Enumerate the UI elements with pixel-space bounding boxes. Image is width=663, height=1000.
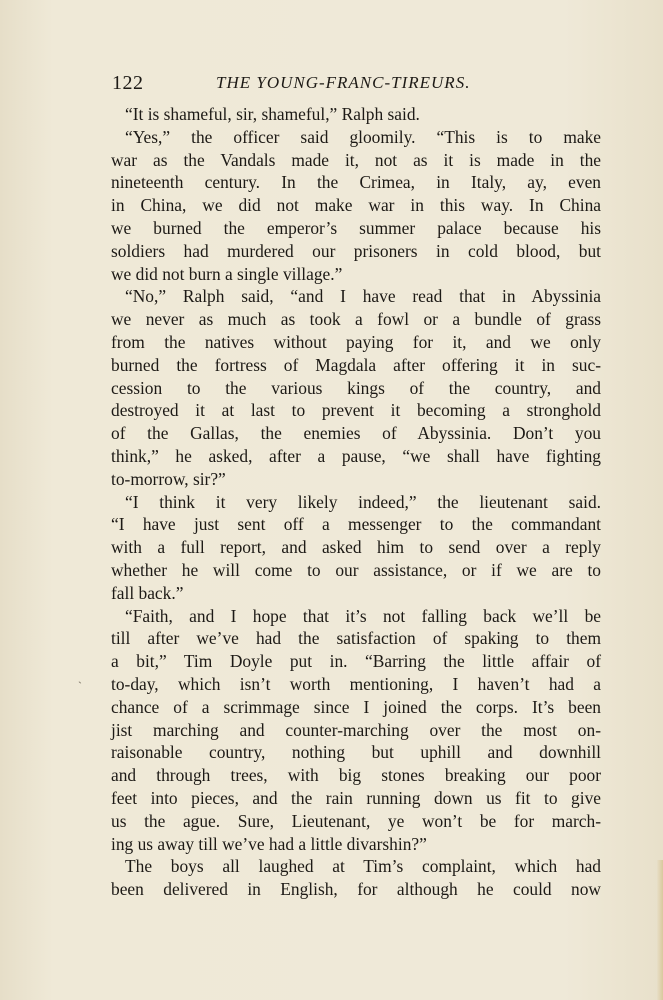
text-line: of the Gallas, the enemies of Abyssinia. Don’t you xyxy=(111,423,601,444)
text-line: war as the Vandals made it, not as it is made in the xyxy=(111,149,601,170)
text-line: we burned the emperor’s summer palace because his xyxy=(111,217,601,238)
text-line: us the ague. Sure, Lieutenant, ye won’t be for march- xyxy=(111,810,601,831)
text-line: and through trees, with big stones breaking our poor xyxy=(111,765,601,786)
text-line: a bit,” Tim Doyle put in. “Barring the little affair of xyxy=(111,651,601,672)
page-edge xyxy=(657,860,663,1000)
body-text xyxy=(111,103,601,901)
text-line: “Faith, and I hope that it’s not falling back we’ll be xyxy=(125,605,601,626)
text-line: been delivered in English, for although he could now xyxy=(111,879,601,900)
text-line: The boys all laughed at Tim’s complaint, which had xyxy=(125,856,601,877)
running-header xyxy=(112,72,600,96)
text-line: chance of a scrimmage since I joined the corps. It’s been xyxy=(111,696,601,717)
margin-mark: ˎ xyxy=(78,670,82,684)
text-line: ing us away till we’ve had a little divarshin?” xyxy=(111,833,427,854)
text-line: think,” he asked, after a pause, “we shall have fighting xyxy=(111,445,601,466)
text-line: fall back.” xyxy=(111,582,184,603)
text-line: with a full report, and asked him to send over a reply xyxy=(111,537,601,558)
page-number: 122 xyxy=(112,72,144,94)
text-line: to-morrow, sir?” xyxy=(111,468,226,489)
text-line: whether he will come to our assistance, or if we are to xyxy=(111,559,601,580)
text-line: soldiers had murdered our prisoners in cold blood, but xyxy=(111,240,601,261)
text-line: in China, we did not make war in this way. In China xyxy=(111,195,601,216)
text-line: nineteenth century. In the Crimea, in Italy, ay, even xyxy=(111,172,601,193)
text-line: destroyed it at last to prevent it becoming a stronghold xyxy=(111,400,601,421)
text-line: till after we’ve had the satisfaction of spaking to them xyxy=(111,628,601,649)
text-line: “I think it very likely indeed,” the lieutenant said. xyxy=(125,491,601,512)
text-line: from the natives without paying for it, and we only xyxy=(111,331,601,352)
text-line: “I have just sent off a messenger to the commandant xyxy=(111,514,601,535)
text-line: to-day, which isn’t worth mentioning, I haven’t had a xyxy=(111,673,601,694)
text-line: raisonable country, nothing but uphill and downhill xyxy=(111,742,601,763)
text-line: “No,” Ralph said, “and I have read that in Abyssinia xyxy=(125,286,601,307)
text-line: we did not burn a single village.” xyxy=(111,263,343,284)
text-line: feet into pieces, and the rain running down us fit to give xyxy=(111,787,601,808)
running-title: THE YOUNG-FRANC-TIREURS. xyxy=(216,73,471,92)
text-line: cession to the various kings of the country, and xyxy=(111,377,601,398)
text-line: we never as much as took a fowl or a bundle of grass xyxy=(111,309,601,330)
text-line: “It is shameful, sir, shameful,” Ralph said. xyxy=(125,104,420,124)
text-line: “Yes,” the officer said gloomily. “This is to make xyxy=(125,126,601,147)
text-line: jist marching and counter-marching over the most on- xyxy=(111,719,601,740)
text-line: burned the fortress of Magdala after offering it in suc- xyxy=(111,354,601,375)
